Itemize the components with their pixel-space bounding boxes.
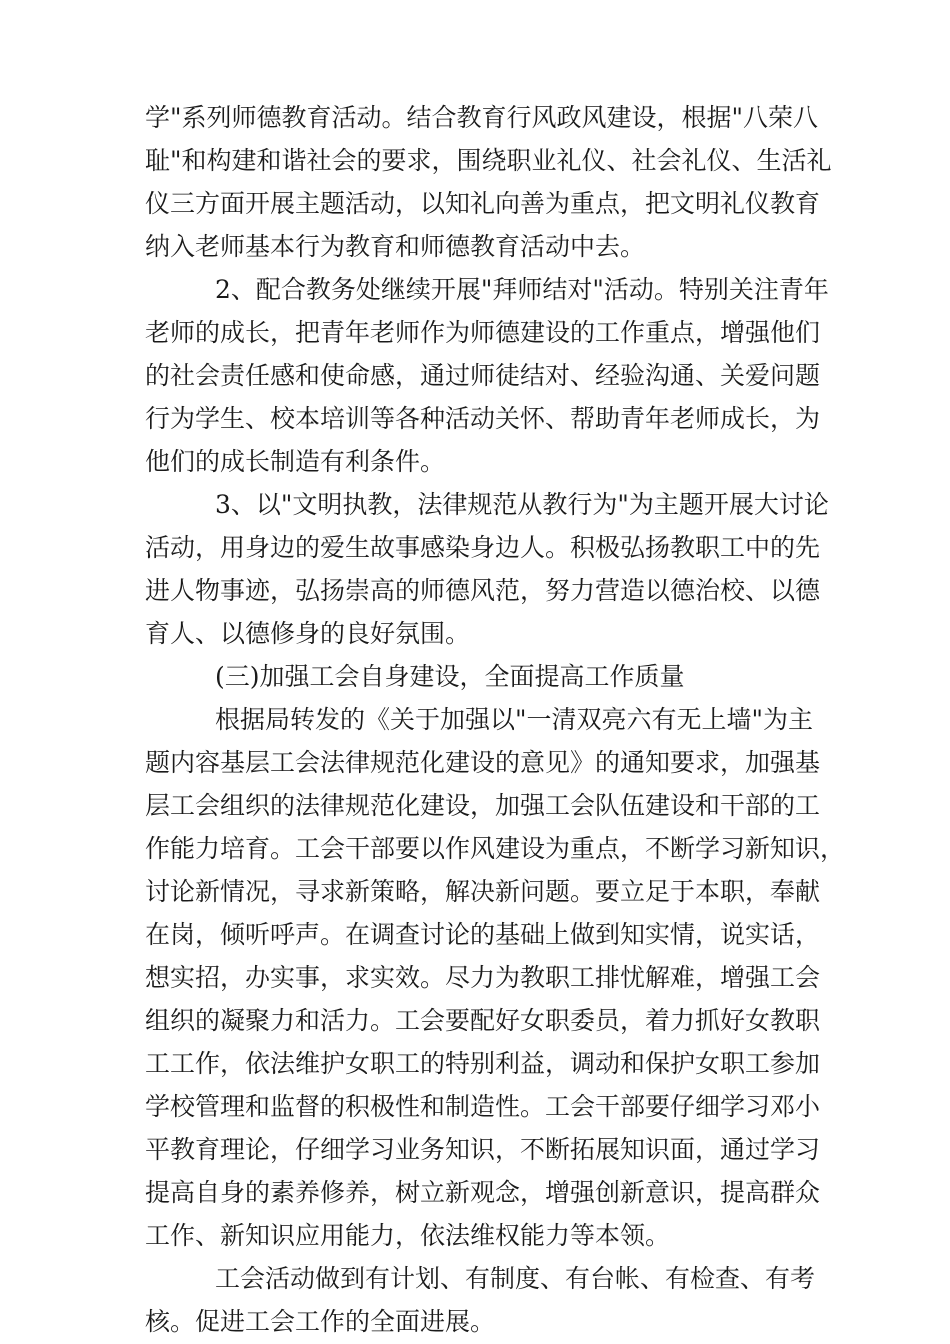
text-line-26: 提高自身的素养修养，树立新观念，增强创新意识，提高群众 — [145, 1178, 821, 1207]
text-line-27: 工作、新知识应用能力，依法维权能力等本领。 — [145, 1221, 671, 1250]
text-line-24: 学校管理和监督的积极性和制造性。工会干部要仔细学习邓小 — [145, 1092, 821, 1121]
text-line-9: 他们的成长制造有利条件。 — [145, 447, 446, 476]
text-line-18: 作能力培育。工会干部要以作风建设为重点，不断学习新知识， — [145, 834, 846, 863]
text-line-1: 学"系列师德教育活动。结合教育行风政风建设，根据"八荣八 — [145, 103, 819, 132]
text-line-20: 在岗，倾听呼声。在调查讨论的基础上做到知实情，说实话， — [145, 920, 821, 949]
text-line-29: 核。促进工会工作的全面进展。 — [145, 1307, 496, 1336]
section-heading: (三)加强工会自身建设，全面提高工作质量 — [215, 662, 685, 691]
text-line-13: 育人、以德修身的良好氛围。 — [145, 619, 471, 648]
text-line-22: 组织的凝聚力和活力。工会要配好女职委员，着力抓好女教职 — [145, 1006, 821, 1035]
text-line-7: 的社会责任感和使命感，通过师徒结对、经验沟通、关爱问题 — [145, 361, 821, 390]
text-line-23: 工工作，依法维护女职工的特别利益，调动和保护女职工参加 — [145, 1049, 821, 1078]
text-line-17: 层工会组织的法律规范化建设，加强工会队伍建设和干部的工 — [145, 791, 821, 820]
text-line-16: 题内容基层工会法律规范化建设的意见》的通知要求，加强基 — [145, 748, 821, 777]
text-line-8: 行为学生、校本培训等各种活动关怀、帮助青年老师成长，为 — [145, 404, 821, 433]
text-line-6: 老师的成长，把青年老师作为师德建设的工作重点，增强他们 — [145, 318, 821, 347]
text-line-10: 3、以"文明执教，法律规范从教行为"为主题开展大讨论 — [215, 490, 829, 519]
text-line-11: 活动，用身边的爱生故事感染身边人。积极弘扬教职工中的先 — [145, 533, 821, 562]
text-line-12: 进人物事迹，弘扬崇高的师德风范，努力营造以德治校、以德 — [145, 576, 821, 605]
text-line-4: 纳入老师基本行为教育和师德教育活动中去。 — [145, 232, 646, 261]
text-line-28: 工会活动做到有计划、有制度、有台帐、有检查、有考 — [215, 1264, 816, 1293]
text-line-3: 仪三方面开展主题活动，以知礼向善为重点，把文明礼仪教育 — [145, 189, 821, 218]
text-line-25: 平教育理论，仔细学习业务知识，不断拓展知识面，通过学习 — [145, 1135, 821, 1164]
text-line-21: 想实招，办实事，求实效。尽力为教职工排忧解难，增强工会 — [145, 963, 821, 992]
text-line-15: 根据局转发的《关于加强以"一清双亮六有无上墙"为主 — [215, 705, 814, 734]
text-line-19: 讨论新情况，寻求新策略，解决新问题。要立足于本职，奉献 — [145, 877, 821, 906]
text-line-2: 耻"和构建和谐社会的要求，围绕职业礼仪、社会礼仪、生活礼 — [145, 146, 832, 175]
text-line-5: 2、配合教务处继续开展"拜师结对"活动。特别关注青年 — [215, 275, 829, 304]
